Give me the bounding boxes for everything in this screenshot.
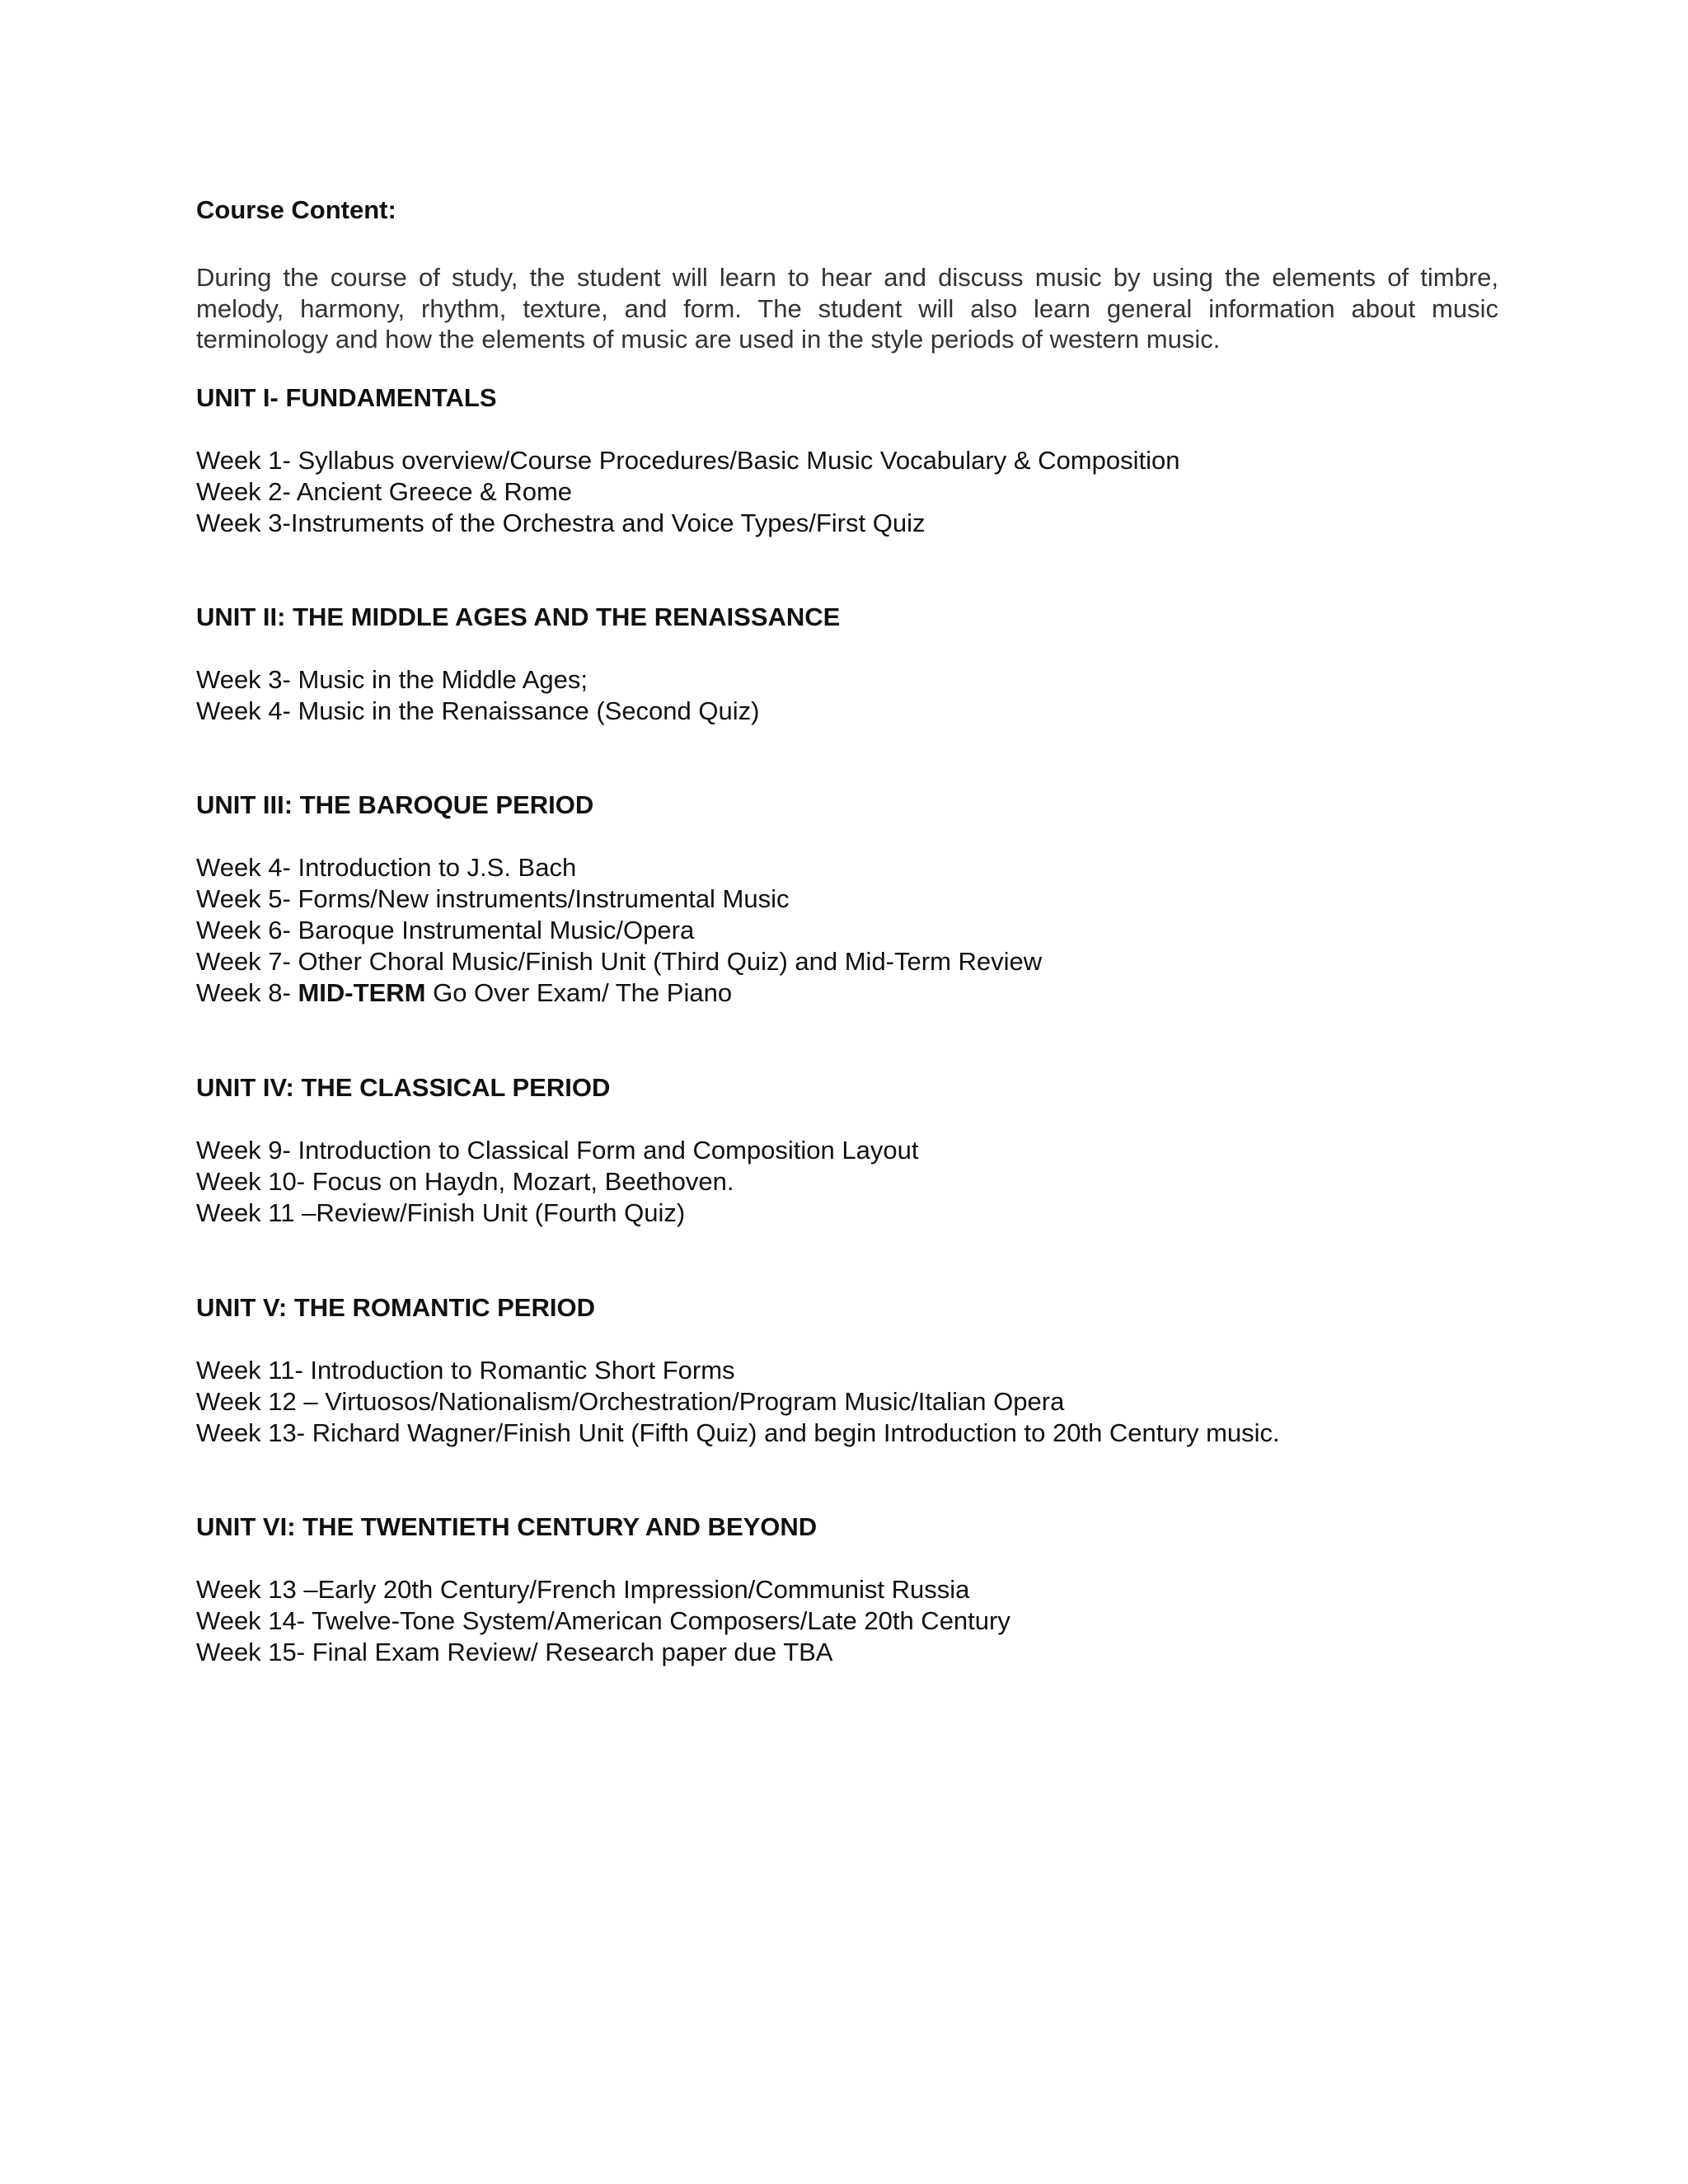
unit-6-section bbox=[196, 1511, 1498, 1668]
week-item: Week 4- Music in the Renaissance (Second Quiz) bbox=[196, 696, 760, 725]
week-item: Week 15- Final Exam Review/ Research paper due TBA bbox=[196, 1638, 833, 1666]
unit-4-section bbox=[196, 1072, 1498, 1229]
week-item: Week 1- Syllabus overview/Course Procedures/Basic Music Vocabulary & Composition bbox=[196, 446, 1180, 475]
week-item: Week 2- Ancient Greece & Rome bbox=[196, 477, 573, 506]
midterm-label: MID-TERM bbox=[298, 978, 426, 1007]
week-item: Week 13- Richard Wagner/Finish Unit (Fifth Quiz) and begin Introduction to 20th Century music. bbox=[196, 1418, 1280, 1447]
week-item: Week 7- Other Choral Music/Finish Unit (Third Quiz) and Mid-Term Review bbox=[196, 947, 1043, 976]
week-item: Week 11 –Review/Finish Unit (Fourth Quiz) bbox=[196, 1198, 686, 1227]
unit-3-week-list bbox=[196, 852, 1498, 1009]
midterm-week-item bbox=[196, 977, 1498, 1009]
week-item: Week 3-Instruments of the Orchestra and Voice Types/First Quiz bbox=[196, 509, 926, 537]
midterm-week-suffix: Go Over Exam/ The Piano bbox=[425, 978, 733, 1007]
week-item: Week 9- Introduction to Classical Form and Composition Layout bbox=[196, 1136, 919, 1165]
unit-5-section bbox=[196, 1292, 1498, 1449]
week-item: Week 14- Twelve-Tone System/American Composers/Late 20th Century bbox=[196, 1606, 1010, 1635]
unit-1-week-list bbox=[196, 445, 1498, 539]
document-page bbox=[196, 194, 1498, 1666]
course-content-intro: During the course of study, the student will learn to hear and discuss music by using the elements of timbre, melody, harmony, rhythm, texture, and form. The student will also learn general information about music terminology and how the elements of music are used in the style periods of western music. bbox=[196, 263, 1498, 354]
week-item: Week 10- Focus on Haydn, Mozart, Beethoven. bbox=[196, 1167, 734, 1196]
unit-1-section bbox=[196, 382, 1498, 539]
week-item: Week 12 – Virtuosos/Nationalism/Orchestration/Program Music/Italian Opera bbox=[196, 1387, 1065, 1416]
unit-4-week-list bbox=[196, 1135, 1498, 1229]
unit-2-title: UNIT II: THE MIDDLE AGES AND THE RENAISSANCE bbox=[196, 602, 841, 631]
unit-4-title: UNIT IV: THE CLASSICAL PERIOD bbox=[196, 1073, 611, 1102]
week-item: Week 5- Forms/New instruments/Instrumental Music bbox=[196, 884, 790, 913]
unit-6-title: UNIT VI: THE TWENTIETH CENTURY AND BEYOND bbox=[196, 1512, 818, 1541]
week-item: Week 3- Music in the Middle Ages; bbox=[196, 665, 588, 694]
unit-6-week-list bbox=[196, 1574, 1498, 1668]
unit-2-section bbox=[196, 602, 1498, 727]
unit-5-week-list bbox=[196, 1355, 1498, 1449]
unit-3-title: UNIT III: THE BAROQUE PERIOD bbox=[196, 790, 594, 819]
unit-3-section bbox=[196, 790, 1498, 1009]
week-item: Week 6- Baroque Instrumental Music/Opera bbox=[196, 916, 695, 944]
midterm-week-prefix: Week 8- bbox=[196, 978, 298, 1007]
week-item: Week 13 –Early 20th Century/French Impression/Communist Russia bbox=[196, 1575, 970, 1604]
unit-5-title: UNIT V: THE ROMANTIC PERIOD bbox=[196, 1293, 595, 1322]
week-item: Week 4- Introduction to J.S. Bach bbox=[196, 853, 577, 882]
unit-1-title: UNIT I- FUNDAMENTALS bbox=[196, 383, 497, 412]
week-item: Week 11- Introduction to Romantic Short Forms bbox=[196, 1356, 735, 1385]
course-content-heading: Course Content: bbox=[196, 195, 396, 224]
unit-2-week-list bbox=[196, 664, 1498, 727]
